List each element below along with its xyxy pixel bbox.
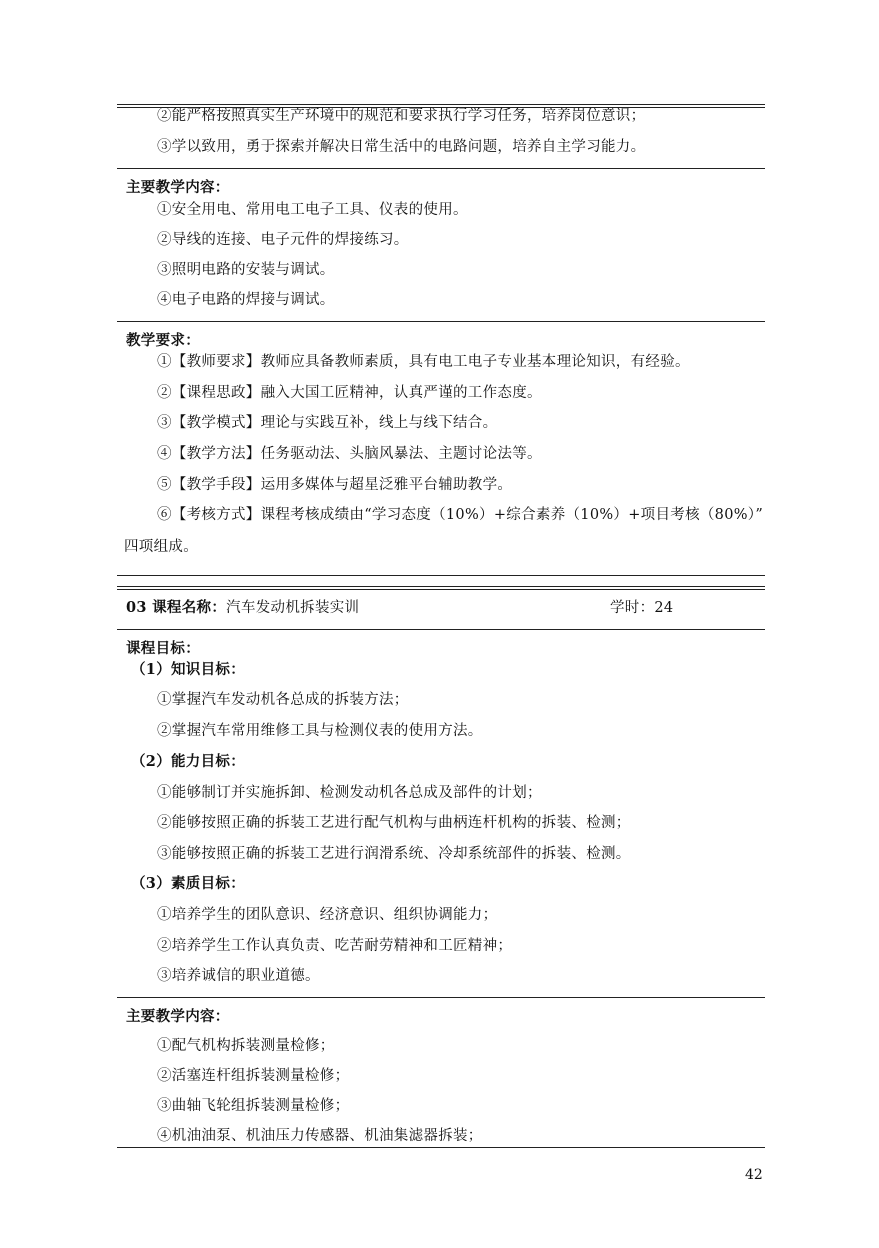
- course-name: 汽车发动机拆装实训: [226, 600, 360, 616]
- section-divider: [117, 575, 765, 576]
- section-divider: [117, 629, 765, 630]
- content-item: ④电子电路的焊接与调试。: [157, 292, 335, 308]
- requirements-heading: 教学要求：: [126, 332, 200, 349]
- double-rule-course: [117, 589, 765, 590]
- content-heading: 主要教学内容：: [126, 179, 230, 196]
- course-number-label: 03 课程名称：: [126, 599, 227, 616]
- hours-label: 学时：: [610, 600, 655, 616]
- page-number: 42: [745, 1167, 763, 1183]
- knowledge-item: ①掌握汽车发动机各总成的拆装方法；: [157, 692, 409, 708]
- goal-item: ③学以致用，勇于探索并解决日常生活中的电路问题，培养自主学习能力。: [157, 139, 646, 155]
- requirement-item: ③【教学模式】理论与实践互补，线上与线下结合。: [157, 415, 498, 431]
- requirement-item: ⑤【教学手段】运用多媒体与超星泛雅平台辅助教学。: [157, 477, 513, 493]
- content-item: ③照明电路的安装与调试。: [157, 262, 335, 278]
- content-item: ①安全用电、常用电工电子工具、仪表的使用。: [157, 202, 468, 218]
- goals-heading: 课程目标：: [126, 640, 200, 657]
- content-heading: 主要教学内容：: [126, 1008, 230, 1025]
- course-title-row: [126, 598, 359, 618]
- course-hours: [610, 598, 673, 618]
- double-rule-top: [117, 104, 765, 105]
- section-divider: [117, 321, 765, 322]
- ability-item: ①能够制订并实施拆卸、检测发动机各总成及部件的计划；: [157, 785, 542, 801]
- requirement-item: ④【教学方法】任务驱动法、头脑风暴法、主题讨论法等。: [157, 446, 542, 462]
- ability-item: ③能够按照正确的拆装工艺进行润滑系统、冷却系统部件的拆装、检测。: [157, 846, 631, 862]
- section-divider: [117, 997, 765, 998]
- quality-heading: （3）素质目标：: [131, 875, 245, 892]
- double-rule-course: [117, 586, 765, 587]
- section-divider: [117, 168, 765, 169]
- knowledge-item: ②掌握汽车常用维修工具与检测仪表的使用方法。: [157, 723, 483, 739]
- goal-item: ②能严格按照真实生产环境中的规范和要求执行学习任务，培养岗位意识；: [157, 108, 646, 124]
- content-item: ②导线的连接、电子元件的焊接练习。: [157, 232, 409, 248]
- ability-heading: （2）能力目标：: [131, 753, 245, 770]
- content-item: ③曲轴飞轮组拆装测量检修；: [157, 1098, 350, 1114]
- requirement-item: ⑥【考核方式】课程考核成绩由“学习态度（10%）+综合素养（10%）+项目考核（80%）”: [157, 507, 764, 523]
- hours-value: 24: [654, 600, 674, 616]
- requirement-item: ②【课程思政】融入大国工匠精神，认真严谨的工作态度。: [157, 385, 542, 401]
- quality-item: ①培养学生的团队意识、经济意识、组织协调能力；: [157, 907, 498, 923]
- quality-item: ②培养学生工作认真负责、吃苦耐劳精神和工匠精神；: [157, 938, 513, 954]
- content-item: ②活塞连杆组拆装测量检修；: [157, 1068, 350, 1084]
- knowledge-heading: （1）知识目标：: [131, 661, 245, 678]
- content-item: ④机油油泵、机油压力传感器、机油集滤器拆装；: [157, 1128, 483, 1144]
- ability-item: ②能够按照正确的拆装工艺进行配气机构与曲柄连杆机构的拆装、检测；: [157, 815, 631, 831]
- section-divider: [117, 1147, 765, 1148]
- requirement-item: ①【教师要求】教师应具备教师素质，具有电工电子专业基本理论知识，有经验。: [157, 354, 690, 370]
- quality-item: ③培养诚信的职业道德。: [157, 968, 320, 984]
- requirement-continuation: 四项组成。: [124, 539, 198, 555]
- content-item: ①配气机构拆装测量检修；: [157, 1038, 335, 1054]
